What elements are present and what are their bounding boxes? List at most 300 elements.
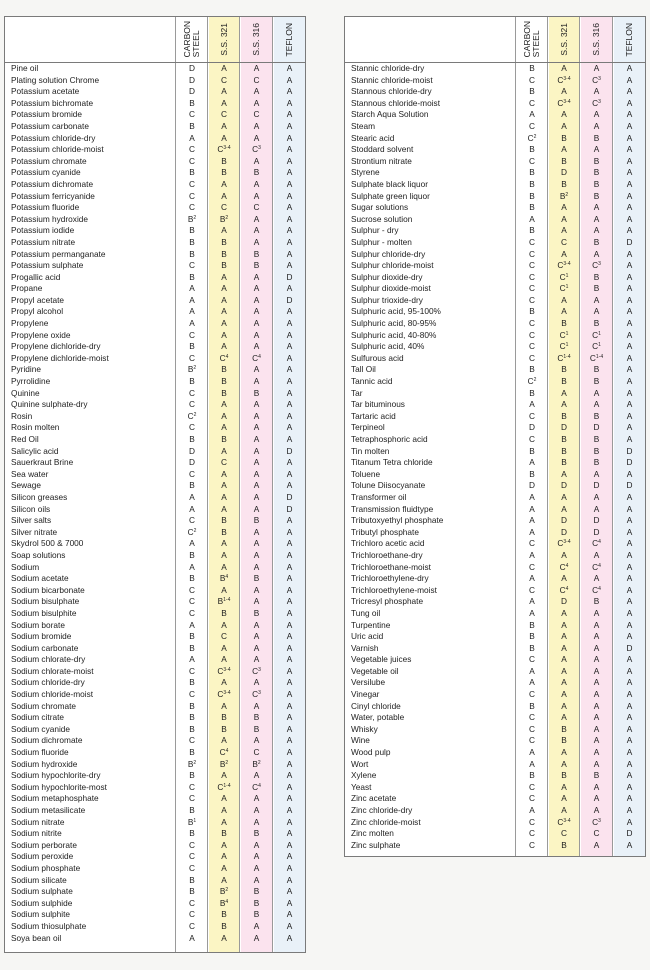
teflon-rating: A <box>286 283 293 294</box>
carbon-steel-rating: A <box>529 758 535 769</box>
header-ss321: S.S. 321 <box>558 23 569 56</box>
chemical-name: Sodium chlorate-dry <box>11 654 86 665</box>
teflon-rating: A <box>626 468 633 479</box>
carbon-steel-rating: C <box>189 851 195 862</box>
ss316-rating: B <box>253 387 260 398</box>
carbon-steel-rating: B <box>189 770 195 781</box>
carbon-steel-rating: B <box>189 97 195 108</box>
ss316-rating: A <box>593 712 600 723</box>
ss321-rating: A <box>221 851 227 862</box>
carbon-steel-rating: C <box>189 735 195 746</box>
chemical-name: Sodium hypochlorite-most <box>11 781 107 792</box>
ss316-rating: B <box>593 271 600 282</box>
chemical-name: Sodium <box>11 561 40 572</box>
table-row <box>5 341 305 353</box>
chemical-name: Stearic acid <box>351 132 395 143</box>
carbon-steel-rating: C <box>529 236 535 247</box>
carbon-steel-rating: C <box>529 120 535 131</box>
chemical-name: Sulphur chloride-moist <box>351 260 434 271</box>
teflon-rating: A <box>626 410 633 421</box>
carbon-steel-rating: B <box>189 700 195 711</box>
table-row <box>5 573 305 585</box>
table-row <box>345 492 645 504</box>
carbon-steel-rating: B <box>529 364 535 375</box>
ss321-rating: A <box>561 781 567 792</box>
ss321-rating: $C^{3-4}$ <box>557 260 571 271</box>
chemical-name: Sodium chlorate-moist <box>11 665 94 676</box>
ss321-rating: A <box>561 294 567 305</box>
ss316-rating: $C^1$ <box>592 341 601 352</box>
table-row <box>5 86 305 98</box>
teflon-rating: A <box>626 781 633 792</box>
table-body <box>345 63 645 851</box>
carbon-steel-rating: A <box>529 665 535 676</box>
ss321-rating: B <box>221 526 227 537</box>
ss316-rating: A <box>593 144 600 155</box>
carbon-steel-rating: D <box>189 445 195 456</box>
chemical-name: Potassium sulphate <box>11 260 84 271</box>
teflon-rating: A <box>626 376 633 387</box>
ss316-rating: A <box>593 642 600 653</box>
carbon-steel-rating: C <box>529 74 535 85</box>
ss321-rating: B <box>561 132 567 143</box>
ss316-rating: A <box>253 851 260 862</box>
table-row <box>345 330 645 342</box>
ss316-rating: A <box>253 120 260 131</box>
ss316-rating: B <box>593 364 600 375</box>
teflon-rating: A <box>626 689 633 700</box>
ss316-rating: A <box>593 86 600 97</box>
carbon-steel-rating: C <box>189 596 195 607</box>
chemical-name: Tar bituminous <box>351 399 405 410</box>
carbon-steel-rating: B <box>189 677 195 688</box>
table-header <box>345 17 645 63</box>
table-row <box>5 898 305 910</box>
chemical-name: Sodium thiosulphate <box>11 920 87 931</box>
ss316-rating: A <box>593 689 600 700</box>
chemical-name: Sulphuric acid, 40-80% <box>351 329 437 340</box>
ss316-rating: A <box>253 932 260 943</box>
chemical-name: Zinc chloride-moist <box>351 816 421 827</box>
teflon-rating: A <box>626 538 633 549</box>
chemical-name: Sulphuric acid, 95-100% <box>351 306 441 317</box>
carbon-steel-rating: C <box>529 828 535 839</box>
ss316-rating: D <box>593 480 600 491</box>
carbon-steel-rating: C <box>189 422 195 433</box>
carbon-steel-rating: B <box>189 886 195 897</box>
ss316-rating: B <box>253 260 260 271</box>
ss321-rating: A <box>221 329 227 340</box>
teflon-rating: D <box>626 828 633 839</box>
teflon-rating: A <box>626 434 633 444</box>
table-row <box>5 596 305 608</box>
ss316-rating: A <box>253 677 260 688</box>
table-row <box>345 735 645 747</box>
ss316-rating: D <box>593 515 600 526</box>
ss321-rating: $C^{3-4}$ <box>557 97 571 108</box>
ss321-rating: B <box>221 248 227 259</box>
table-row <box>5 306 305 318</box>
teflon-rating: A <box>286 665 293 676</box>
carbon-steel-rating: D <box>189 63 195 73</box>
teflon-rating: A <box>286 816 293 827</box>
ss316-rating: $C^3$ <box>252 689 261 700</box>
teflon-rating: A <box>626 654 633 665</box>
chemical-name: Vinegar <box>351 689 380 700</box>
carbon-steel-rating: A <box>189 538 195 549</box>
ss321-rating: A <box>221 445 227 456</box>
ss321-rating: B <box>221 607 227 618</box>
teflon-rating: A <box>286 63 293 73</box>
ss321-rating: A <box>561 387 567 398</box>
chemical-name: Tall Oil <box>351 364 376 375</box>
header-ss316: S.S. 316 <box>251 23 261 56</box>
ss321-rating: A <box>221 491 227 502</box>
ss316-rating: B <box>593 132 600 143</box>
teflon-rating: A <box>286 700 293 711</box>
chemical-name: Tolune Diisocyanate <box>351 480 426 491</box>
ss321-rating: $C^4$ <box>559 584 569 595</box>
ss316-rating: $C^4$ <box>252 352 261 363</box>
table-row <box>345 527 645 539</box>
chemical-name: Potassium dichromate <box>11 178 94 189</box>
ss321-rating: $B^2$ <box>559 190 569 201</box>
chemical-name: Stannic chloride-moist <box>351 74 433 85</box>
table-row <box>345 318 645 330</box>
ss316-rating: A <box>593 399 600 410</box>
carbon-steel-rating: B <box>529 468 535 479</box>
ss321-rating: A <box>221 178 227 189</box>
teflon-rating: A <box>286 712 293 723</box>
ss316-rating: A <box>593 63 600 73</box>
ss321-rating: $C^4$ <box>219 747 229 758</box>
table-row <box>345 225 645 237</box>
teflon-rating: A <box>286 97 293 108</box>
ss316-rating: B <box>253 828 260 839</box>
teflon-rating: A <box>286 735 293 746</box>
table-row <box>5 272 305 284</box>
table-row <box>345 306 645 318</box>
chemical-name: Tar <box>351 387 363 398</box>
ss321-rating: A <box>561 642 567 653</box>
teflon-rating: A <box>286 642 293 653</box>
table-row <box>5 643 305 655</box>
teflon-rating: A <box>286 306 293 317</box>
ss316-rating: $B^2$ <box>252 758 261 769</box>
carbon-steel-rating: C <box>529 352 535 363</box>
ss316-rating: B <box>253 607 260 618</box>
teflon-rating: A <box>286 805 293 815</box>
teflon-rating: A <box>626 271 633 282</box>
table-row <box>345 817 645 829</box>
carbon-steel-rating: A <box>529 573 535 584</box>
teflon-rating: A <box>286 86 293 97</box>
carbon-steel-rating: C <box>189 839 195 850</box>
chemical-name: Potassium chromate <box>11 155 87 166</box>
table-row <box>5 654 305 666</box>
ss316-rating: A <box>593 747 600 758</box>
ss321-rating: B <box>561 318 567 329</box>
teflon-rating: A <box>626 747 633 758</box>
ss316-rating: A <box>253 770 260 781</box>
teflon-rating: A <box>626 573 633 584</box>
ss316-rating: A <box>593 202 600 213</box>
ss316-rating: A <box>253 526 260 537</box>
carbon-steel-rating: B <box>189 747 195 758</box>
teflon-rating: A <box>626 549 633 560</box>
teflon-rating: A <box>626 202 633 213</box>
ss316-rating: A <box>253 793 260 804</box>
ss321-rating: $C^{3-4}$ <box>217 665 231 676</box>
ss316-rating: B <box>593 457 600 468</box>
ss321-rating: C <box>221 202 227 213</box>
teflon-rating: A <box>626 260 633 271</box>
carbon-steel-rating: B <box>529 445 535 456</box>
table-row <box>345 608 645 620</box>
carbon-steel-rating: B <box>529 619 535 630</box>
chemical-name: Sodium bromide <box>11 631 72 642</box>
table-row <box>5 457 305 469</box>
table-row <box>5 121 305 133</box>
table-row <box>5 225 305 237</box>
teflon-rating: A <box>626 561 633 572</box>
ss316-rating: A <box>253 468 260 479</box>
carbon-steel-rating: B <box>189 549 195 560</box>
teflon-rating: A <box>626 97 633 108</box>
teflon-rating: A <box>286 920 293 931</box>
carbon-steel-rating: C <box>529 538 535 549</box>
table-row <box>5 237 305 249</box>
chemical-name: Sulphur chloride-dry <box>351 248 426 259</box>
ss321-rating: A <box>221 63 227 73</box>
ss321-rating: A <box>221 874 227 885</box>
table-row <box>5 446 305 458</box>
teflon-rating: A <box>626 793 633 804</box>
chemical-name: Zinc sulphate <box>351 839 401 850</box>
chemical-name: Sodium sulphite <box>11 909 71 920</box>
table-row <box>345 724 645 736</box>
carbon-steel-rating: A <box>189 654 195 665</box>
table-row <box>345 133 645 145</box>
teflon-rating: A <box>286 248 293 259</box>
ss321-rating: A <box>561 202 567 213</box>
carbon-steel-rating: B <box>529 631 535 642</box>
teflon-rating: A <box>286 770 293 781</box>
teflon-rating: A <box>626 758 633 769</box>
table-row <box>5 63 305 75</box>
chemical-name: Potassium carbonate <box>11 120 89 131</box>
carbon-steel-rating: C <box>529 816 535 827</box>
chemical-name: Sulphur trioxide-dry <box>351 294 423 305</box>
table-row <box>5 399 305 411</box>
carbon-steel-rating: B <box>189 712 195 723</box>
ss316-rating: A <box>593 248 600 259</box>
chemical-name: Cinyl chloride <box>351 700 401 711</box>
ss316-rating: A <box>253 480 260 491</box>
ss321-rating: A <box>561 712 567 723</box>
ss316-rating: A <box>253 457 260 468</box>
carbon-steel-rating: B <box>529 167 535 178</box>
ss316-rating: A <box>253 700 260 711</box>
teflon-rating: A <box>626 283 633 294</box>
chemical-name: Silver nitrate <box>11 526 58 537</box>
carbon-steel-rating: A <box>529 109 535 120</box>
chemical-name: Sodium nitrate <box>11 816 65 827</box>
chemical-name: Sodium citrate <box>11 712 65 723</box>
carbon-steel-rating: C <box>529 839 535 850</box>
carbon-steel-rating: B <box>529 387 535 398</box>
table-row <box>345 434 645 446</box>
ss316-rating: $C^3$ <box>592 97 601 108</box>
teflon-rating: A <box>626 526 633 537</box>
chemical-name: Pine oil <box>11 63 39 73</box>
ss321-rating: B <box>561 723 567 734</box>
ss321-rating: A <box>561 213 567 224</box>
ss316-rating: B <box>593 434 600 444</box>
table-row <box>345 63 645 75</box>
table-row <box>5 75 305 87</box>
teflon-rating: D <box>286 503 293 514</box>
chemical-name: Sodium acetate <box>11 573 69 584</box>
carbon-steel-rating: C <box>529 97 535 108</box>
chemical-name: Stannous chloride-dry <box>351 86 432 97</box>
header-carbon-steel: CARBON STEEL <box>182 21 201 58</box>
ss321-rating: A <box>221 642 227 653</box>
ss316-rating: B <box>253 573 260 584</box>
table-row <box>5 295 305 307</box>
teflon-rating: A <box>626 607 633 618</box>
ss316-rating: A <box>253 294 260 305</box>
teflon-rating: A <box>286 260 293 271</box>
table-row <box>5 214 305 226</box>
table-row <box>345 179 645 191</box>
ss316-rating: C <box>253 202 260 213</box>
table-row <box>345 689 645 701</box>
ss321-rating: A <box>561 225 567 236</box>
teflon-rating: A <box>626 596 633 607</box>
carbon-steel-rating: A <box>189 132 195 143</box>
teflon-rating: A <box>626 341 633 352</box>
ss321-rating: A <box>561 468 567 479</box>
table-row <box>5 202 305 214</box>
teflon-rating: A <box>286 341 293 352</box>
table-row <box>345 156 645 168</box>
ss321-rating: A <box>221 793 227 804</box>
table-row <box>5 828 305 840</box>
ss316-rating: A <box>593 654 600 665</box>
chemical-name: Stannic chloride-dry <box>351 63 425 73</box>
ss321-rating: A <box>221 190 227 201</box>
ss321-rating: C <box>561 828 567 839</box>
table-row <box>5 249 305 261</box>
ss321-rating: $C^{3-4}$ <box>217 689 231 700</box>
ss321-rating: A <box>561 619 567 630</box>
carbon-steel-rating: C <box>189 144 195 155</box>
teflon-rating: A <box>626 619 633 630</box>
table-row <box>345 677 645 689</box>
ss316-rating: C <box>253 74 260 85</box>
ss316-rating: A <box>593 503 600 514</box>
ss321-rating: B <box>221 376 227 387</box>
ss321-rating: A <box>561 248 567 259</box>
chemical-name: Wood pulp <box>351 747 391 758</box>
teflon-rating: A <box>626 665 633 676</box>
chemical-name: Propyl acetate <box>11 294 65 305</box>
teflon-rating: A <box>626 387 633 398</box>
chemical-name: Sulphur dioxide-dry <box>351 271 423 282</box>
table-row <box>345 272 645 284</box>
chemical-name: Versilube <box>351 677 386 688</box>
table-row <box>345 446 645 458</box>
chemical-name: Soap solutions <box>11 549 66 560</box>
ss321-rating: A <box>561 144 567 155</box>
carbon-steel-rating: C <box>189 190 195 201</box>
chemical-name: Silicon greases <box>11 491 68 502</box>
carbon-steel-rating: C <box>189 584 195 595</box>
chemical-name: Yeast <box>351 781 372 792</box>
chemical-name: Propyl alcohol <box>11 306 64 317</box>
teflon-rating: A <box>286 526 293 537</box>
chemical-name: Sodium bicarbonate <box>11 584 85 595</box>
chemical-name: Trichloroethylene-dry <box>351 573 429 584</box>
table-row <box>5 283 305 295</box>
table-row <box>345 376 645 388</box>
teflon-rating: A <box>626 584 633 595</box>
teflon-rating: A <box>286 387 293 398</box>
ss316-rating: B <box>253 712 260 723</box>
carbon-steel-rating: D <box>189 86 195 97</box>
chemical-name: Sulphuric acid, 80-95% <box>351 318 437 329</box>
ss316-rating: A <box>593 491 600 502</box>
ss316-rating: B <box>593 190 600 201</box>
table-header <box>5 17 305 63</box>
carbon-steel-rating: C <box>189 909 195 920</box>
chemical-name: Potassium acetate <box>11 86 80 97</box>
ss321-rating: A <box>561 399 567 410</box>
chemical-name: Transmission fluidtype <box>351 503 434 514</box>
teflon-rating: A <box>626 86 633 97</box>
teflon-rating: A <box>626 178 633 189</box>
ss321-rating: $C^{3-4}$ <box>217 144 231 155</box>
chemical-name: Sulphuric acid, 40% <box>351 341 425 352</box>
teflon-rating: D <box>626 457 633 468</box>
chemical-name: Sodium chloride-dry <box>11 677 85 688</box>
carbon-steel-rating: C <box>529 248 535 259</box>
carbon-steel-rating: C <box>529 793 535 804</box>
teflon-rating: A <box>286 549 293 560</box>
teflon-rating: A <box>286 422 293 433</box>
chemical-name: Potassium hydroxide <box>11 213 89 224</box>
ss321-rating: B <box>561 364 567 375</box>
ss316-rating: A <box>253 213 260 224</box>
table-row <box>345 643 645 655</box>
table-row <box>5 735 305 747</box>
ss321-rating: A <box>561 689 567 700</box>
teflon-rating: A <box>626 399 633 410</box>
teflon-rating: D <box>626 236 633 247</box>
teflon-rating: A <box>626 503 633 514</box>
table-row <box>345 422 645 434</box>
ss321-rating: D <box>561 596 567 607</box>
ss316-rating: C <box>593 828 600 839</box>
chemical-name: Potassium nitrate <box>11 236 76 247</box>
right-compatibility-table <box>344 16 646 857</box>
ss316-rating: D <box>593 526 600 537</box>
carbon-steel-rating: C <box>189 862 195 873</box>
ss316-rating: A <box>253 132 260 143</box>
carbon-steel-rating: A <box>529 677 535 688</box>
ss316-rating: A <box>253 816 260 827</box>
